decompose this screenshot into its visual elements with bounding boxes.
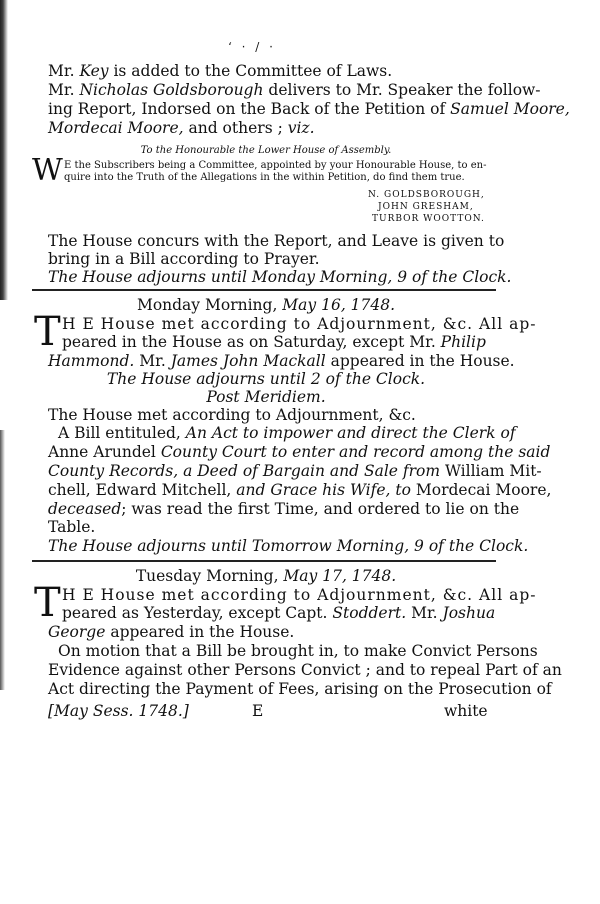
- bill-line-2: Anne Arundel County Court to enter and record among the said: [48, 443, 551, 461]
- monday-met: The House met according to Adjournment, &c.: [48, 406, 416, 424]
- adjourn-two: The House adjourns until 2 of the Clock.: [106, 370, 426, 388]
- concur-line-2: bring in a Bill according to Prayer.: [48, 250, 320, 268]
- session-mark: [May Sess. 1748.]: [48, 702, 189, 720]
- motion-line-1: On motion that a Bill be brought in, to make Convict Persons: [58, 642, 538, 660]
- motion-line-3: Act directing the Payment of Fees, arising on the Prosecution of: [48, 680, 552, 698]
- mordecai-line: Mordecai Moore, and others ; viz.: [48, 119, 315, 137]
- tuesday-line-2: peared as Yesterday, except Capt. Stoddert. Mr. Joshua: [62, 604, 496, 622]
- catchword: white: [444, 702, 488, 720]
- monday-line-2: peared in the House as on Saturday, except Mr. Philip: [62, 333, 486, 351]
- monday-line-1: H E House met according to Adjournment, &c. All ap-: [62, 315, 537, 333]
- tuesday-dropcap: T: [34, 580, 61, 626]
- report-text-1: E the Subscribers being a Committee, appointed by your Honourable House, to en-: [64, 160, 487, 171]
- adjourn-monday: The House adjourns until Monday Morning, 9 of the Clock.: [48, 268, 512, 286]
- committee-line: Mr. Key is added to the Committee of Laws.: [48, 62, 393, 80]
- report-text-2: quire into the Truth of the Allegations in the within Petition, do find them true.: [64, 172, 465, 183]
- bill-line-4: chell, Edward Mitchell, and Grace his Wife, to Mordecai Moore,: [48, 481, 552, 499]
- tuesday-line-1: H E House met according to Adjournment, &c. All ap-: [62, 586, 537, 604]
- adjourn-tomorrow: The House adjourns until Tomorrow Morning, 9 of the Clock.: [48, 537, 529, 555]
- signature-3: TURBOR WOOTTON.: [372, 214, 485, 224]
- monday-heading: Monday Morning, May 16, 1748.: [136, 296, 396, 314]
- monday-dropcap: T: [34, 309, 61, 355]
- binding-edge: [0, 0, 8, 300]
- section-rule-1: [32, 289, 496, 291]
- binding-edge-lower: [0, 430, 5, 690]
- tuesday-line-3: George appeared in the House.: [48, 623, 295, 641]
- report-line: ing Report, Indorsed on the Back of the Petition of Samuel Moore,: [48, 100, 570, 118]
- signature-1: N. GOLDSBOROUGH,: [368, 190, 485, 200]
- report-heading: To the Honourable the Lower House of Assembly.: [140, 145, 392, 156]
- bill-line-5: deceased; was read the first Time, and ordered to lie on the: [48, 500, 520, 518]
- motion-line-2: Evidence against other Persons Convict ; and to repeal Part of an: [48, 661, 562, 679]
- report-dropcap: W: [32, 153, 63, 188]
- goldsborough-line: Mr. Nicholas Goldsborough delivers to Mr. Speaker the follow-: [48, 81, 541, 99]
- monday-line-3: Hammond. Mr. James John Mackall appeared in the House.: [48, 352, 515, 370]
- section-rule-2: [32, 560, 496, 562]
- tuesday-heading: Tuesday Morning, May 17, 1748.: [135, 567, 397, 585]
- page-mark: ʻ ‧ / ‧: [228, 40, 276, 54]
- bill-line-6: Table.: [48, 518, 96, 536]
- bill-line-1: A Bill entituled, An Act to impower and direct the Clerk of: [58, 424, 516, 442]
- post-meridiem: Post Meridiem.: [206, 388, 326, 406]
- bill-line-3: County Records, a Deed of Bargain and Sale from William Mit-: [48, 462, 542, 480]
- concur-line-1: The House concurs with the Report, and Leave is given to: [48, 232, 505, 250]
- signature-mark: E: [252, 702, 264, 720]
- signature-2: JOHN GRESHAM,: [378, 202, 474, 212]
